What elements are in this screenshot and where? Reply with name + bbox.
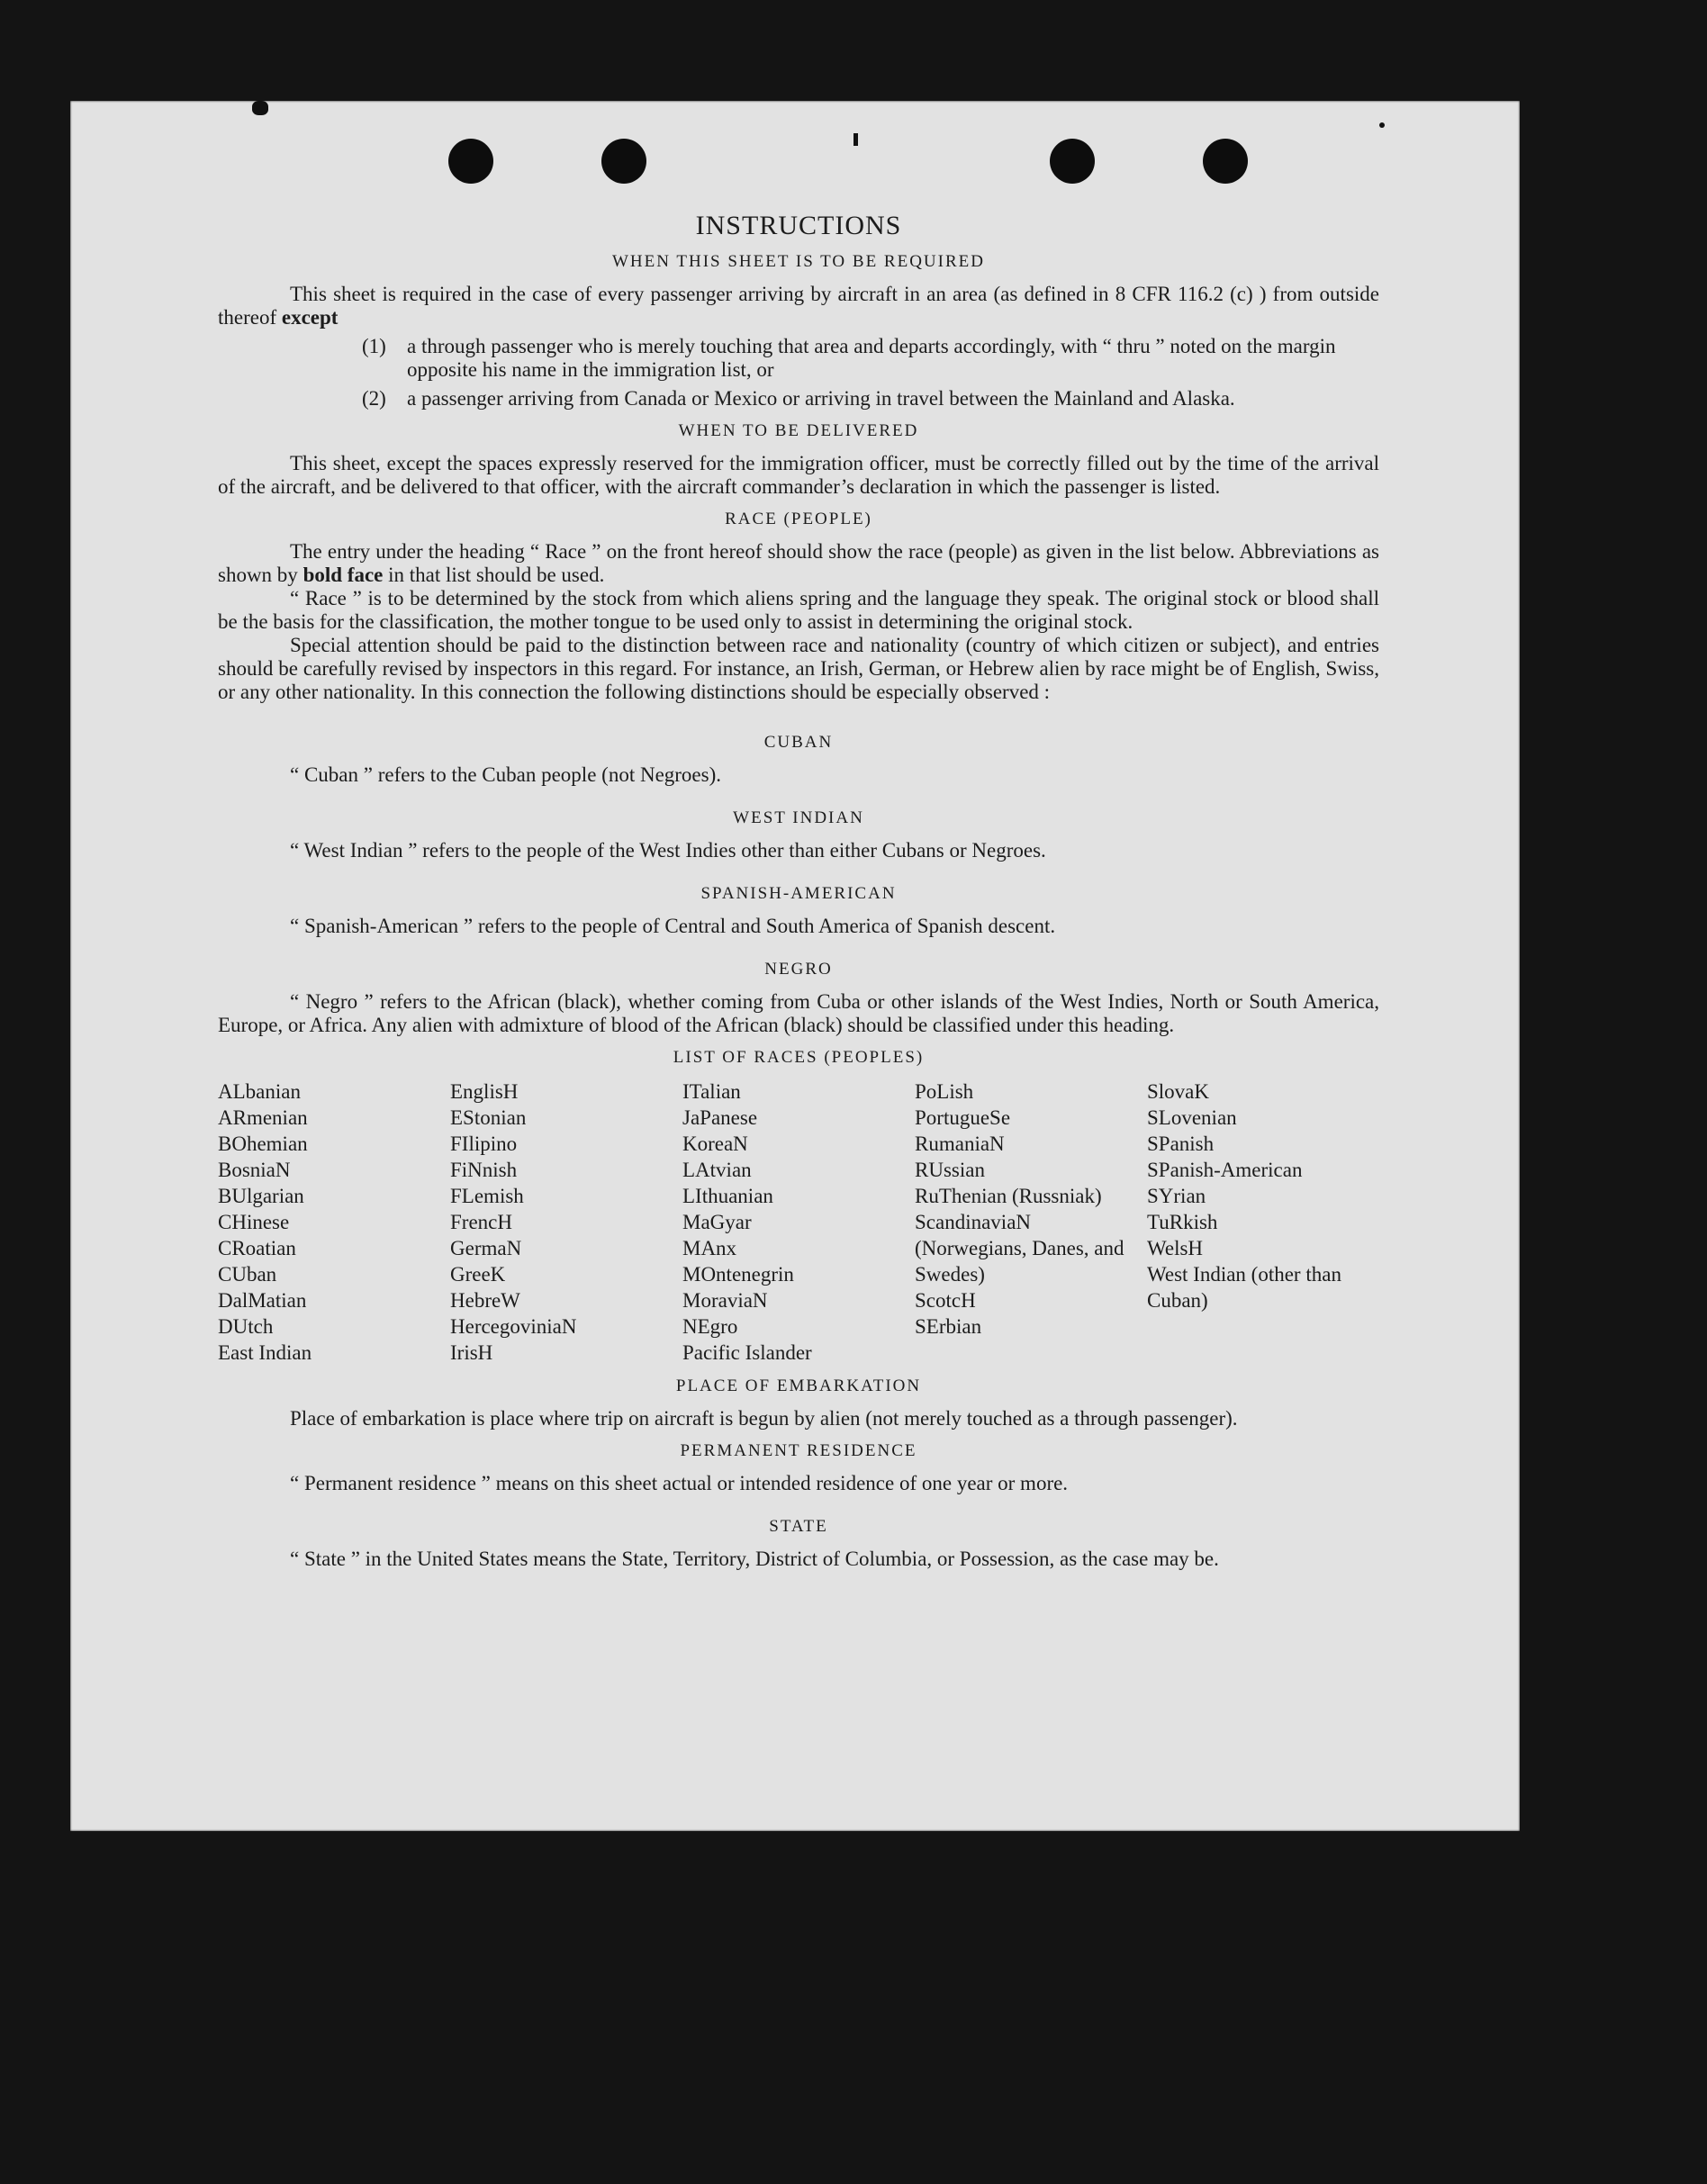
race-entry: SlovaK <box>1147 1080 1209 1103</box>
race-entry: SPanish <box>1147 1133 1215 1155</box>
section-heading-required: WHEN THIS SHEET IS TO BE REQUIRED <box>612 252 985 271</box>
section-heading-spanish-american: SPANISH-AMERICAN <box>700 884 897 903</box>
race-entry: EnglisH <box>450 1080 519 1103</box>
race-entry: WelsH <box>1147 1237 1204 1259</box>
punch-hole <box>1050 139 1095 184</box>
race-paragraph-3: Special attention should be paid to the distinction between race and nationality (country of which citizen or subject), and entries should be carefully revised by inspectors in this regard. For instance, an Irish, German, or Hebrew alien by race might be of English, Swiss, or any other nationality. In this connection the following distinctions should be especially observed : <box>218 634 1379 703</box>
section-heading-embarkation: PLACE OF EMBARKATION <box>675 1376 922 1395</box>
race-entry: RUssian <box>915 1159 985 1181</box>
race-entry: JaPanese <box>682 1106 758 1129</box>
race-entry: GreeK <box>450 1263 506 1286</box>
cuban-definition: “ Cuban ” refers to the Cuban people (not Negroes). <box>290 763 722 786</box>
race-entry: SYrian <box>1147 1185 1206 1207</box>
race-entry: PoLish <box>915 1080 974 1103</box>
races-column <box>450 1078 682 1366</box>
delivered-text: This sheet, except the spaces expressly reserved for the immigration officer, must be correctly filled out by the time of the arrival of the aircraft, and be delivered to that officer, with the aircraft commander’s declaration in which the passenger is listed. <box>218 452 1379 498</box>
race-entry: FLemish <box>450 1185 524 1207</box>
race-entry: MaGyar <box>682 1211 752 1233</box>
race-entry: TuRkish <box>1147 1211 1218 1233</box>
race-entry: ScandinaviaN (Norwegians, Danes, and Swedes) <box>915 1211 1124 1286</box>
race-entry: FIlipino <box>450 1133 518 1155</box>
race-entry: LAtvian <box>682 1159 752 1181</box>
race-entry: ARmenian <box>218 1106 308 1129</box>
race-entry: GermaN <box>450 1237 522 1259</box>
race-entry: MAnx <box>682 1237 737 1259</box>
paper-mark <box>1379 122 1385 128</box>
race-entry: ALbanian <box>218 1080 301 1103</box>
race-entry: MoraviaN <box>682 1289 768 1312</box>
race-entry: ScotcH <box>915 1289 976 1312</box>
race-entry: East Indian <box>218 1341 312 1364</box>
race-entry: HebreW <box>450 1289 520 1312</box>
races-column <box>1147 1078 1379 1366</box>
race-entry: EStonian <box>450 1106 527 1129</box>
spanish-american-definition: “ Spanish-American ” refers to the people of Central and South America of Spanish descent. <box>290 915 1056 937</box>
race-entry: SLovenian <box>1147 1106 1237 1129</box>
races-column <box>682 1078 915 1366</box>
section-heading-west-indian: WEST INDIAN <box>733 808 864 827</box>
section-heading-delivered: WHEN TO BE DELIVERED <box>678 421 919 440</box>
negro-definition: “ Negro ” refers to the African (black), whether coming from Cuba or other islands of the West Indies, North or South America, Europe, or Africa. Any alien with admixture of blood of the African (black) should be classified under this heading. <box>218 990 1379 1036</box>
race-entry: CUban <box>218 1263 277 1286</box>
state-definition: “ State ” in the United States means the State, Territory, District of Columbia, or Possession, as the case may be. <box>290 1548 1219 1570</box>
race-entry: RumaniaN <box>915 1133 1005 1155</box>
race-entry: SPanish-American <box>1147 1159 1303 1181</box>
exception-item: (2) a passenger arriving from Canada or Mexico or arriving in travel between the Mainland and Alaska. <box>362 387 1235 410</box>
race-entry: HercegoviniaN <box>450 1315 577 1338</box>
race-entry: PortugueSe <box>915 1106 1011 1129</box>
race-entry: MOntenegrin <box>682 1263 794 1286</box>
paper-mark <box>854 133 858 146</box>
races-column <box>915 1078 1147 1366</box>
residence-definition: “ Permanent residence ” means on this sheet actual or intended residence of one year or more. <box>290 1472 1069 1494</box>
race-paragraph-2: “ Race ” is to be determined by the stock from which aliens spring and the language they speak. The original stock or blood shall be the basis for the classification, the mother tongue to be used only to assist in determining the original stock. <box>218 587 1379 633</box>
race-entry: FiNnish <box>450 1159 518 1181</box>
race-entry: NEgro <box>682 1315 738 1338</box>
race-entry: DalMatian <box>218 1289 307 1312</box>
instructions-content <box>218 209 1379 1571</box>
race-entry: BOhemian <box>218 1133 308 1155</box>
section-heading-races-list: LIST OF RACES (PEOPLES) <box>673 1048 925 1067</box>
race-entry: IrisH <box>450 1341 493 1364</box>
punch-hole <box>601 139 646 184</box>
race-entry: CRoatian <box>218 1237 296 1259</box>
punch-hole <box>448 139 493 184</box>
race-entry: SErbian <box>915 1315 982 1338</box>
paper-mark <box>252 101 268 115</box>
section-heading-state: STATE <box>769 1517 828 1536</box>
race-entry: DUtch <box>218 1315 274 1338</box>
race-entry: ITalian <box>682 1080 741 1103</box>
section-heading-race: RACE (PEOPLE) <box>725 510 872 528</box>
races-list <box>218 1078 1379 1366</box>
race-entry: BosniaN <box>218 1159 291 1181</box>
race-entry: West Indian (other than Cuban) <box>1147 1263 1341 1312</box>
race-entry: FrencH <box>450 1211 512 1233</box>
race-entry: Pacific Islander <box>682 1341 812 1364</box>
west-indian-definition: “ West Indian ” refers to the people of the West Indies other than either Cubans or Negroes. <box>290 839 1046 862</box>
punch-hole <box>1203 139 1248 184</box>
embarkation-definition: Place of embarkation is place where trip on aircraft is begun by alien (not merely touched as a through passenger). <box>290 1407 1238 1430</box>
race-entry: BUlgarian <box>218 1185 304 1207</box>
section-heading-residence: PERMANENT RESIDENCE <box>680 1441 917 1460</box>
required-intro: This sheet is required in the case of every passenger arriving by aircraft in an area (as defined in 8 CFR 116.2 (c) ) from outside thereof except <box>218 283 1379 329</box>
section-heading-negro: NEGRO <box>764 960 833 979</box>
race-entry: RuThenian (Russniak) <box>915 1185 1102 1207</box>
race-entry: KoreaN <box>682 1133 748 1155</box>
races-column <box>218 1078 450 1366</box>
race-paragraph-1: The entry under the heading “ Race ” on the front hereof should show the race (people) as given in the list below. Abbreviations as shown by bold face in that list should be used. <box>218 540 1379 586</box>
page-title: INSTRUCTIONS <box>695 211 902 240</box>
exception-item: (1) a through passenger who is merely touching that area and departs accordingly, with “ thru ” noted on the margin opposite his name in the immigration list, or <box>362 335 1336 381</box>
race-entry: CHinese <box>218 1211 290 1233</box>
race-entry: LIthuanian <box>682 1185 773 1207</box>
section-heading-cuban: CUBAN <box>763 733 834 752</box>
